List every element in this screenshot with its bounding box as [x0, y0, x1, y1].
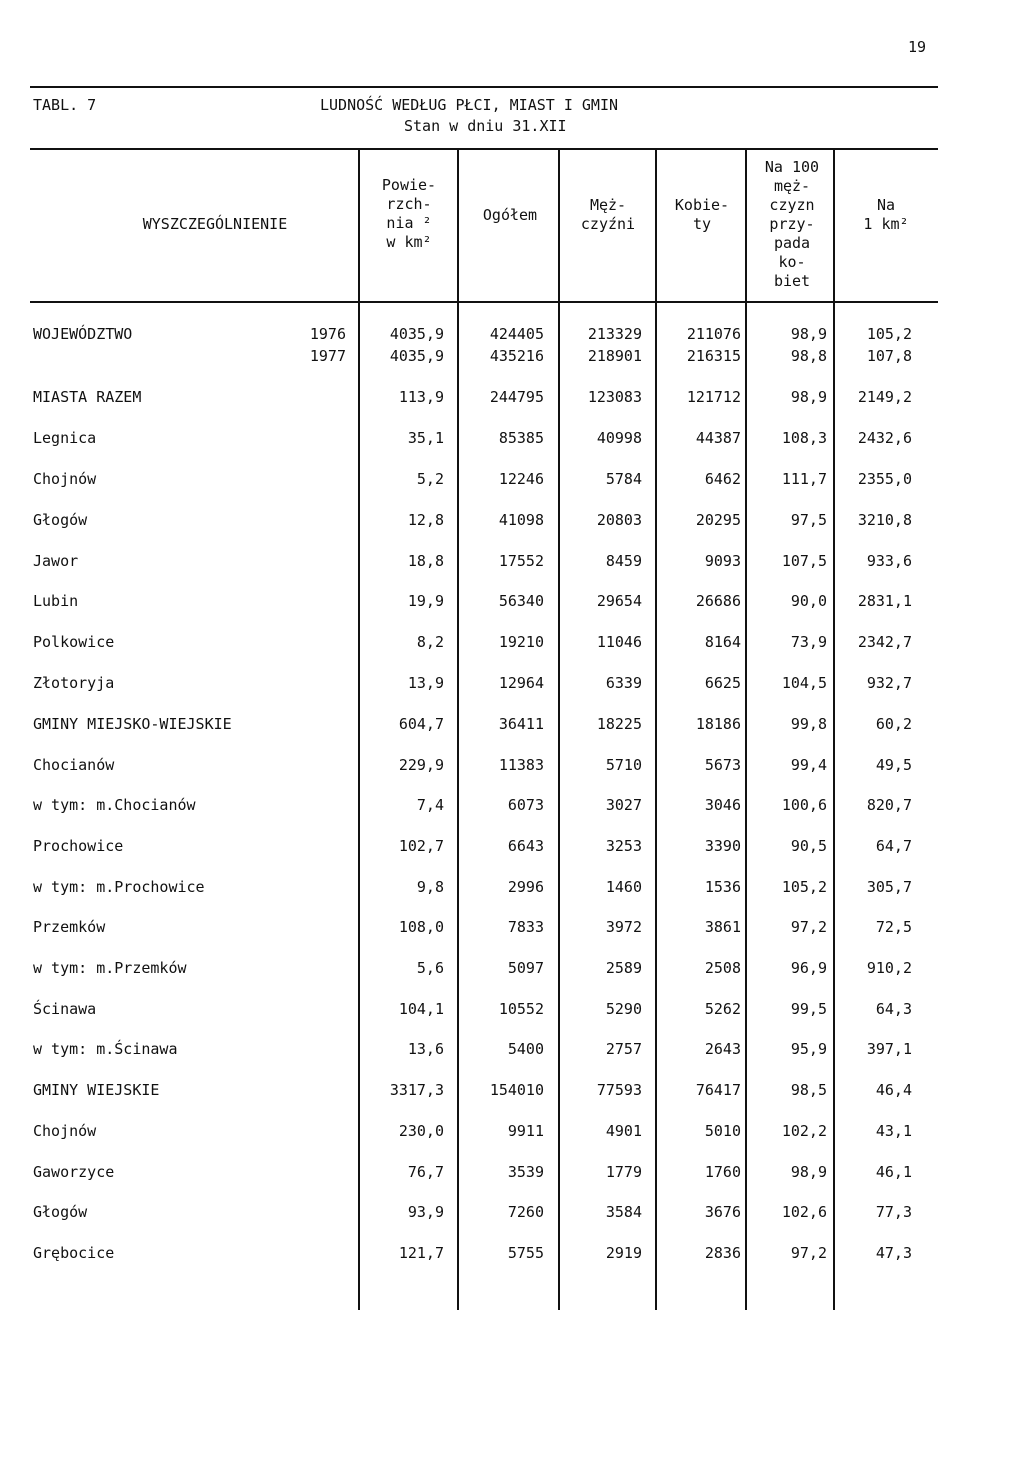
- page-number: 19: [908, 38, 927, 56]
- cell-women: 6462: [704, 470, 741, 488]
- cell-ratio: 95,9: [790, 1040, 827, 1058]
- cell-women: 5262: [704, 1000, 741, 1018]
- cell-women: 6625: [704, 674, 741, 692]
- table-row: [0, 756, 1024, 778]
- cell-density: 47,3: [875, 1244, 912, 1262]
- cell-women: 1760: [704, 1163, 741, 1181]
- header-total: Ogółem: [482, 206, 538, 224]
- cell-density: 46,4: [875, 1081, 912, 1099]
- cell-women: 216315: [686, 347, 741, 365]
- cell-ratio: 73,9: [790, 633, 827, 651]
- cell-area: 9,8: [416, 878, 444, 896]
- table-row: [0, 674, 1024, 696]
- top-rule: [30, 86, 938, 88]
- cell-area: 5,6: [416, 959, 444, 977]
- row-label: Legnica: [33, 429, 97, 447]
- cell-ratio: 99,4: [790, 756, 827, 774]
- cell-ratio: 111,7: [781, 470, 827, 488]
- cell-men: 6339: [605, 674, 642, 692]
- header-women-line: ty: [692, 215, 712, 233]
- row-label: Głogów: [33, 1203, 88, 1221]
- cell-total: 12964: [498, 674, 544, 692]
- row-label: w tym: m.Chocianów: [33, 796, 196, 814]
- cell-ratio: 98,5: [790, 1081, 827, 1099]
- cell-men: 29654: [596, 592, 642, 610]
- cell-ratio: 97,5: [790, 511, 827, 529]
- cell-year: 1977: [309, 347, 346, 365]
- header-bottom-rule: [30, 301, 938, 303]
- cell-area: 93,9: [407, 1203, 444, 1221]
- cell-women: 2643: [704, 1040, 741, 1058]
- row-label: Grębocice: [33, 1244, 115, 1262]
- cell-ratio: 102,6: [781, 1203, 827, 1221]
- table-label: TABL. 7: [33, 96, 97, 114]
- row-label: Lubin: [33, 592, 79, 610]
- row-label: Gaworzyce: [33, 1163, 115, 1181]
- cell-ratio: 98,9: [790, 325, 827, 343]
- table-title: LUDNOŚĆ WEDŁUG PŁCI, MIAST I GMIN: [320, 96, 619, 114]
- cell-total: 5755: [507, 1244, 544, 1262]
- cell-total: 7260: [507, 1203, 544, 1221]
- cell-men: 3027: [605, 796, 642, 814]
- table-row: [0, 388, 1024, 410]
- cell-density: 932,7: [866, 674, 912, 692]
- table-row: [0, 592, 1024, 614]
- cell-total: 85385: [498, 429, 544, 447]
- table-row: [0, 1163, 1024, 1185]
- cell-women: 121712: [686, 388, 741, 406]
- cell-ratio: 98,9: [790, 1163, 827, 1181]
- cell-density: 49,5: [875, 756, 912, 774]
- table-row: [0, 1203, 1024, 1225]
- row-label: MIASTA RAZEM: [33, 388, 142, 406]
- cell-ratio: 90,5: [790, 837, 827, 855]
- cell-men: 11046: [596, 633, 642, 651]
- header-density-line: Na: [876, 196, 896, 214]
- header-ratio-line: Na 100: [764, 158, 820, 176]
- cell-area: 12,8: [407, 511, 444, 529]
- row-label: WOJEWÓDZTWO: [33, 325, 133, 343]
- cell-area: 229,9: [398, 756, 444, 774]
- header-density: [836, 196, 936, 234]
- cell-density: 72,5: [875, 918, 912, 936]
- table-row: [0, 1081, 1024, 1103]
- row-label: Chocianów: [33, 756, 115, 774]
- header-women: [656, 196, 748, 234]
- cell-men: 40998: [596, 429, 642, 447]
- table-row: [0, 1244, 1024, 1266]
- cell-men: 3253: [605, 837, 642, 855]
- table-row: [0, 470, 1024, 492]
- row-label: w tym: m.Ścinawa: [33, 1040, 178, 1058]
- cell-density: 397,1: [866, 1040, 912, 1058]
- header-density-line: 1 km²: [863, 215, 909, 233]
- header-top-rule: [30, 148, 938, 150]
- cell-density: 107,8: [866, 347, 912, 365]
- header-area-line: nia ²: [386, 214, 432, 232]
- cell-total: 5097: [507, 959, 544, 977]
- cell-total: 424405: [489, 325, 544, 343]
- header-area-line: rzch-: [386, 195, 432, 213]
- cell-ratio: 96,9: [790, 959, 827, 977]
- cell-density: 64,7: [875, 837, 912, 855]
- cell-total: 6643: [507, 837, 544, 855]
- cell-total: 9911: [507, 1122, 544, 1140]
- header-area-line: w km²: [386, 233, 432, 251]
- cell-area: 76,7: [407, 1163, 444, 1181]
- cell-men: 77593: [596, 1081, 642, 1099]
- cell-men: 20803: [596, 511, 642, 529]
- header-area-line: Powie-: [381, 176, 437, 194]
- cell-total: 10552: [498, 1000, 544, 1018]
- cell-total: 5400: [507, 1040, 544, 1058]
- cell-men: 8459: [605, 552, 642, 570]
- cell-area: 108,0: [398, 918, 444, 936]
- table-subtitle: Stan w dniu 31.XII: [404, 117, 567, 135]
- cell-women: 26686: [695, 592, 741, 610]
- table-row: [0, 796, 1024, 818]
- cell-density: 43,1: [875, 1122, 912, 1140]
- table-row: [0, 918, 1024, 940]
- table-row: [0, 959, 1024, 981]
- table-row: [0, 552, 1024, 574]
- cell-area: 35,1: [407, 429, 444, 447]
- cell-ratio: 105,2: [781, 878, 827, 896]
- cell-density: 3210,8: [857, 511, 912, 529]
- cell-total: 3539: [507, 1163, 544, 1181]
- cell-ratio: 102,2: [781, 1122, 827, 1140]
- header-ratio-line: czyzn: [769, 196, 815, 214]
- cell-women: 3676: [704, 1203, 741, 1221]
- cell-total: 11383: [498, 756, 544, 774]
- header-ratio: [748, 158, 836, 291]
- cell-ratio: 98,9: [790, 388, 827, 406]
- row-label: Polkowice: [33, 633, 115, 651]
- row-label: w tym: m.Prochowice: [33, 878, 205, 896]
- row-label: Chojnów: [33, 1122, 97, 1140]
- cell-area: 5,2: [416, 470, 444, 488]
- cell-men: 4901: [605, 1122, 642, 1140]
- cell-total: 19210: [498, 633, 544, 651]
- header-men-line: czyźni: [580, 215, 636, 233]
- cell-area: 13,9: [407, 674, 444, 692]
- cell-women: 3390: [704, 837, 741, 855]
- cell-area: 113,9: [398, 388, 444, 406]
- cell-women: 8164: [704, 633, 741, 651]
- cell-men: 123083: [587, 388, 642, 406]
- table-row: [0, 1040, 1024, 1062]
- cell-women: 5010: [704, 1122, 741, 1140]
- cell-men: 218901: [587, 347, 642, 365]
- cell-area: 19,9: [407, 592, 444, 610]
- header-ratio-line: pada: [773, 234, 811, 252]
- cell-total: 17552: [498, 552, 544, 570]
- row-label: Przemków: [33, 918, 106, 936]
- cell-women: 9093: [704, 552, 741, 570]
- cell-area: 604,7: [398, 715, 444, 733]
- cell-area: 230,0: [398, 1122, 444, 1140]
- cell-area: 4035,9: [389, 347, 444, 365]
- cell-total: 6073: [507, 796, 544, 814]
- cell-ratio: 99,5: [790, 1000, 827, 1018]
- cell-density: 933,6: [866, 552, 912, 570]
- cell-density: 46,1: [875, 1163, 912, 1181]
- cell-area: 8,2: [416, 633, 444, 651]
- row-label: Chojnów: [33, 470, 97, 488]
- cell-area: 4035,9: [389, 325, 444, 343]
- cell-ratio: 108,3: [781, 429, 827, 447]
- cell-total: 36411: [498, 715, 544, 733]
- cell-men: 2919: [605, 1244, 642, 1262]
- cell-area: 121,7: [398, 1244, 444, 1262]
- header-area: [362, 176, 456, 252]
- cell-women: 20295: [695, 511, 741, 529]
- cell-total: 7833: [507, 918, 544, 936]
- cell-total: 41098: [498, 511, 544, 529]
- cell-women: 1536: [704, 878, 741, 896]
- cell-density: 2342,7: [857, 633, 912, 651]
- row-label: w tym: m.Przemków: [33, 959, 187, 977]
- cell-total: 56340: [498, 592, 544, 610]
- cell-men: 2757: [605, 1040, 642, 1058]
- cell-women: 18186: [695, 715, 741, 733]
- cell-area: 18,8: [407, 552, 444, 570]
- cell-ratio: 90,0: [790, 592, 827, 610]
- cell-area: 104,1: [398, 1000, 444, 1018]
- header-ratio-line: biet: [773, 272, 811, 290]
- table-row: [0, 878, 1024, 900]
- cell-women: 44387: [695, 429, 741, 447]
- cell-ratio: 100,6: [781, 796, 827, 814]
- cell-ratio: 98,8: [790, 347, 827, 365]
- table-row: [0, 633, 1024, 655]
- cell-men: 18225: [596, 715, 642, 733]
- cell-men: 5784: [605, 470, 642, 488]
- cell-density: 2831,1: [857, 592, 912, 610]
- cell-ratio: 107,5: [781, 552, 827, 570]
- header-ratio-line: męż-: [773, 177, 811, 195]
- cell-ratio: 97,2: [790, 1244, 827, 1262]
- cell-density: 305,7: [866, 878, 912, 896]
- header-wyszczegolnienie: WYSZCZEGÓLNIENIE: [142, 215, 288, 233]
- cell-women: 76417: [695, 1081, 741, 1099]
- table-row: [0, 837, 1024, 859]
- table-row: [0, 429, 1024, 451]
- row-label: GMINY WIEJSKIE: [33, 1081, 160, 1099]
- cell-women: 3861: [704, 918, 741, 936]
- row-label: Złotoryja: [33, 674, 115, 692]
- cell-ratio: 99,8: [790, 715, 827, 733]
- cell-density: 60,2: [875, 715, 912, 733]
- cell-area: 3317,3: [389, 1081, 444, 1099]
- cell-area: 13,6: [407, 1040, 444, 1058]
- table-row: [0, 1122, 1024, 1144]
- cell-density: 910,2: [866, 959, 912, 977]
- cell-men: 1779: [605, 1163, 642, 1181]
- header-ratio-line: przy-: [769, 215, 815, 233]
- cell-density: 2355,0: [857, 470, 912, 488]
- row-label: Ścinawa: [33, 1000, 97, 1018]
- row-label: GMINY MIEJSKO-WIEJSKIE: [33, 715, 232, 733]
- table-row: [0, 715, 1024, 737]
- table-row: [0, 325, 1024, 347]
- cell-women: 5673: [704, 756, 741, 774]
- header-women-line: Kobie-: [674, 196, 730, 214]
- header-men: [560, 196, 656, 234]
- cell-total: 244795: [489, 388, 544, 406]
- cell-men: 3584: [605, 1203, 642, 1221]
- cell-men: 213329: [587, 325, 642, 343]
- cell-men: 5290: [605, 1000, 642, 1018]
- cell-men: 2589: [605, 959, 642, 977]
- row-label: Głogów: [33, 511, 88, 529]
- row-label: Jawor: [33, 552, 79, 570]
- cell-total: 12246: [498, 470, 544, 488]
- header-men-line: Męż-: [589, 196, 627, 214]
- row-label: Prochowice: [33, 837, 124, 855]
- cell-area: 102,7: [398, 837, 444, 855]
- header-ratio-line: ko-: [778, 253, 806, 271]
- cell-women: 211076: [686, 325, 741, 343]
- cell-area: 7,4: [416, 796, 444, 814]
- cell-women: 3046: [704, 796, 741, 814]
- cell-men: 3972: [605, 918, 642, 936]
- cell-total: 435216: [489, 347, 544, 365]
- cell-women: 2508: [704, 959, 741, 977]
- cell-total: 2996: [507, 878, 544, 896]
- cell-density: 2432,6: [857, 429, 912, 447]
- cell-density: 105,2: [866, 325, 912, 343]
- cell-total: 154010: [489, 1081, 544, 1099]
- cell-density: 64,3: [875, 1000, 912, 1018]
- table-row: [0, 1000, 1024, 1022]
- cell-ratio: 97,2: [790, 918, 827, 936]
- cell-year: 1976: [309, 325, 346, 343]
- cell-men: 5710: [605, 756, 642, 774]
- cell-density: 2149,2: [857, 388, 912, 406]
- table-row: [0, 347, 1024, 369]
- cell-women: 2836: [704, 1244, 741, 1262]
- cell-density: 820,7: [866, 796, 912, 814]
- table-row: [0, 511, 1024, 533]
- cell-density: 77,3: [875, 1203, 912, 1221]
- cell-men: 1460: [605, 878, 642, 896]
- cell-ratio: 104,5: [781, 674, 827, 692]
